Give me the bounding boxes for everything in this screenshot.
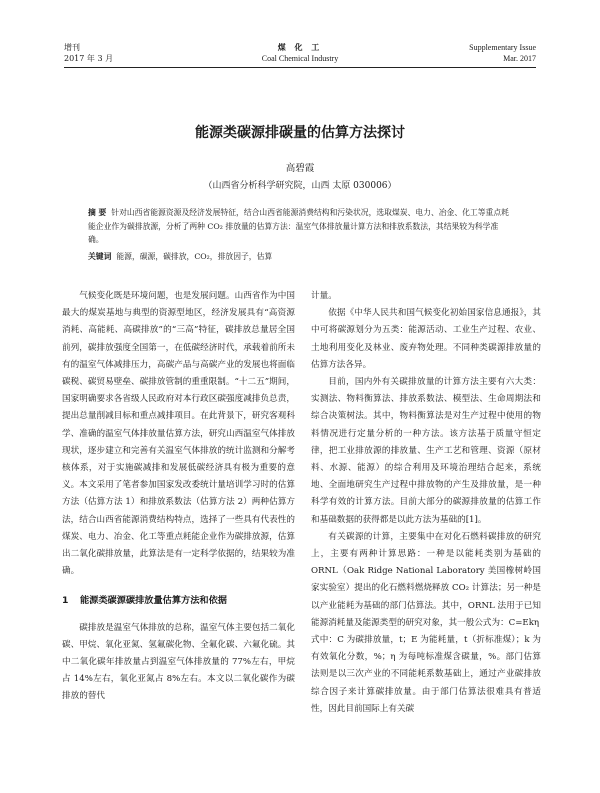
paragraph-continued: 计量。 bbox=[311, 291, 337, 301]
issue-date: 2017 年 3 月 bbox=[64, 54, 114, 63]
section-heading bbox=[62, 592, 295, 609]
abstract bbox=[88, 206, 512, 247]
paragraph: 目前，国内外有关碳排放量的计算方法主要有六大类：实测法、物料衡算法、排放系数法、模型法、生命周期法和综合决策树法。其中，物料衡算法是对生产过程中使用的物料情况进行定量分析的一种方法。该方法基于质量守恒定律，把工业排放源的排放量、生产工艺和管理、资源（原材料、水源、能源）的综合利用及环境治理结合起来，系统地、全面地研究生产过程中排放物的产生及排放量，是一种科学有效的计算方法。目前大部分的碳源排放量的估算工作和基础数据的获得都是以此方法为基础的[1]。 bbox=[311, 377, 541, 525]
paragraph: 式中：C 为碳排放量，t；E 为能耗量，t（折标准煤）；k 为有效氧化分数，%；η 为每吨标准煤含碳量，%。部门估算法则是以三次产业的不同能耗系数基础上，通过产业碳排放综合因子来计算碳排放量。由于部门估算法很难具有普适性，因此目前国际上有关碳 bbox=[311, 635, 541, 714]
keywords-text: 能源，碳源，碳排放，CO₂，排放因子，估算 bbox=[116, 252, 273, 261]
issue-label: 增刊 bbox=[64, 43, 80, 52]
body-column-left bbox=[62, 288, 295, 706]
article-title: 能源类碳源排碳量的估算方法探讨 bbox=[195, 125, 405, 141]
issue-label-en: Supplementary Issue bbox=[469, 43, 536, 52]
section-number: 1 bbox=[62, 595, 69, 607]
paragraph: 碳排放是温室气体排放的总称，温室气体主要包括二氧化碳、甲烷、氧化亚氮、氢氟碳化物、全氟化碳、六氟化硫。其中二氧化碳年排放量占到温室气体排放量的 77%左右，甲烷占 14%左右，氧化亚氮占 8%左右。本文以二氧化碳作为碳排放的替代 bbox=[62, 622, 295, 702]
journal-issue-info-en bbox=[469, 42, 536, 64]
abstract-label: 摘 要 bbox=[88, 208, 107, 217]
paragraph: 有关碳源的计算，主要集中在对化石燃料碳排放的研究上，主要有两种计算思路：一种是以能耗类别为基础的 ORNL（Oak Ridge National Laboratory 美国橡树岭国家实验室）提出的化石燃料燃烧释放 CO₂ 计算法；另一种是以产业能耗为基础的部门估算法。其中，ORNL 法用于已知能源消耗量及能源类型的研究对象，其一般公式为：C=Ekη bbox=[311, 531, 541, 628]
issue-date-en: Mar. 2017 bbox=[503, 54, 536, 63]
keywords bbox=[88, 250, 512, 263]
journal-name-en: Coal Chemical Industry bbox=[261, 54, 339, 63]
keywords-label: 关键词 bbox=[88, 252, 112, 261]
abstract-text: 针对山西省能源资源及经济发展特征，结合山西省能源消费结构和污染状况，选取煤炭、电力、冶金、化工等重点耗能企业作为碳排放源，分析了两种 CO₂ 排放量的估算方法：温室气体排放量计算方法和排放系数法，其结果较为科学准确。 bbox=[88, 208, 509, 244]
section-title: 能源类碳源碳排放量估算方法和依据 bbox=[80, 595, 227, 607]
article-author: 高碧霞 bbox=[285, 163, 315, 174]
paragraph: 依据《中华人民共和国气候变化初始国家信息通报》，其中可将碳源划分为五类：能源活动、工业生产过程、农业、土地利用变化及林业、废弃物处理。不同种类碳源排放量的估算方法各异。 bbox=[311, 308, 541, 370]
paragraph: 气候变化既是环境问题，也是发展问题。山西省作为中国最大的煤炭基地与典型的资源型地区，经济发展具有“高资源消耗、高能耗、高碳排放”的“三高”特征，碳排放总量居全国前列，碳排放强度全国第一，在低碳经济时代，承载着前所未有的温室气体减排压力，高碳产品与高碳产业的发展也将面临碳税、碳贸易壁垒、碳排放管制的重重限制。“十二五”期间，国家明确要求各省级人民政府对本行政区碳强度减排负总责，提出总量削减目标和重点减排项目。在此背景下，研究客观科学、准确的温室气体排放量估算方法，研究山西温室气体排放现状，逐步建立和完善有关温室气体排放的统计监测和分解考核体系，对于实施碳减排和发展低碳经济具有极为重要的意义。本文采用了笔者参加国家发改委统计量培训学习时的估算方法（估算方法 1）和排放系数法（估算方法 2）两种估算方法，结合山西省能源消费结构特点，选择了一些具有代表性的煤炭、电力、冶金、化工等重点耗能企业作为碳排放源，估算出二氧化碳排放量，此算法是有一定科学依据的，结果较为准确。 bbox=[62, 291, 295, 577]
journal-name-cn: 煤 化 工 bbox=[277, 43, 323, 52]
header-rule bbox=[64, 67, 536, 68]
body-column-right bbox=[311, 288, 541, 718]
article-affiliation: （山西省分析科学研究院，山西 太原 030006） bbox=[203, 181, 397, 191]
